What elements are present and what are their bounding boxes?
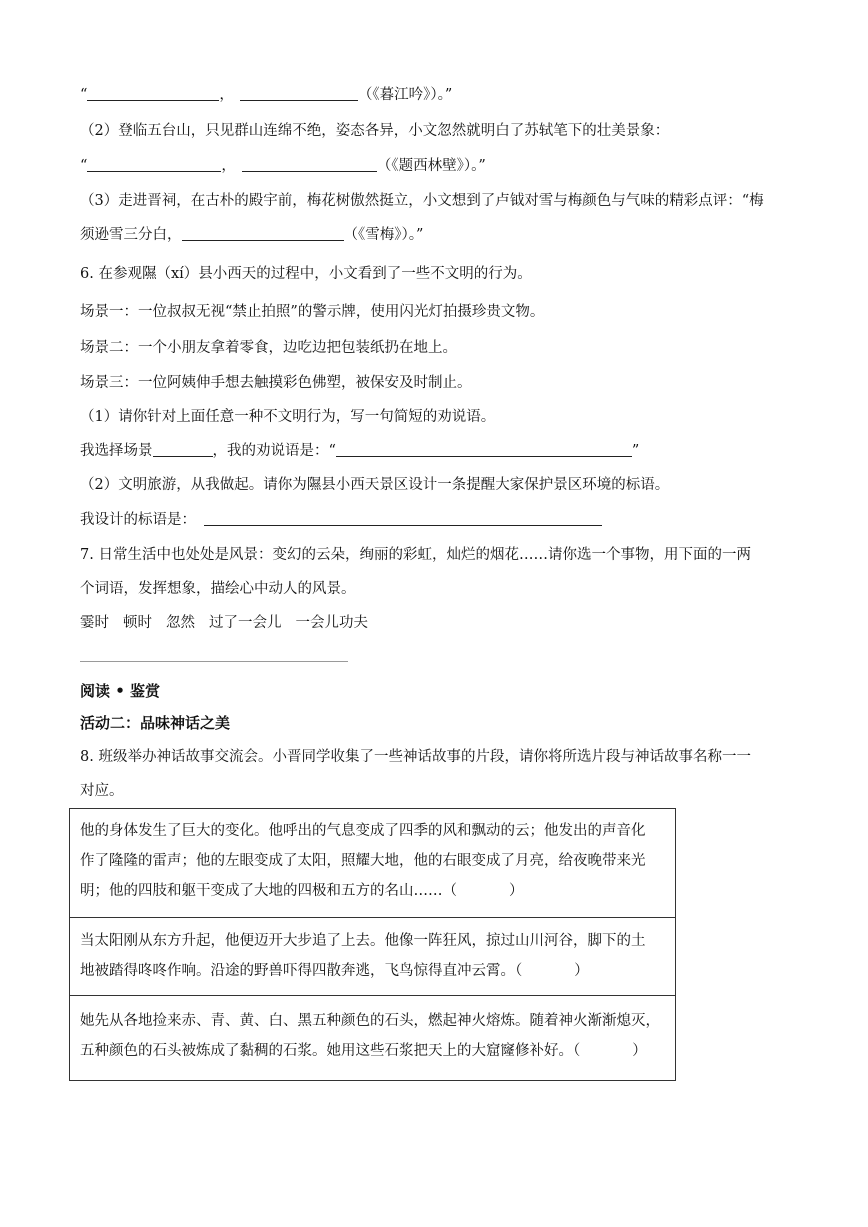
scene-choice-blank[interactable] xyxy=(153,441,213,457)
passage-2: 当太阳刚从东方升起，他便迈开大步追了上去。他像一阵狂风，掠过山川河谷，脚下的土 地被踏得咚咚作响。沿途的野兽吓得四散奔逃，飞鸟惊得直冲云霄。（ ） xyxy=(70,918,675,996)
q7-words xyxy=(80,612,798,634)
q5-item2: （2）登临五台山，只见群山连绵不绝，姿态各异，小文忽然就明白了苏轼笔下的壮美景象： xyxy=(80,123,670,139)
q6-sub1: （1）请你针对上面任意一种不文明行为，写一句简短的劝说语。 xyxy=(80,409,496,425)
word-option: 忽然 xyxy=(166,615,195,631)
q5-line2: “ ， （《题西林壁》）。” xyxy=(80,158,486,174)
answer-blank[interactable] xyxy=(182,225,344,241)
q5-item3-cont: 须逊雪三分白， （《雪梅》）。” xyxy=(80,227,424,243)
q7-line2: 个词语，发挥想象，描绘心中动人的风景。 xyxy=(80,581,356,597)
q6-scene1: 场景一：一位叔叔无视“禁止拍照”的警示牌，使用闪光灯拍摄珍贵文物。 xyxy=(80,304,545,320)
answer-blank[interactable] xyxy=(240,85,358,101)
section-heading: 阅读 • 鉴赏 xyxy=(80,682,161,700)
q6-scene3: 场景三：一位阿姨伸手想去触摸彩色佛塑，被保安及时制止。 xyxy=(80,375,472,391)
q6-answer1: 我选择场景 ，我的劝说语是：“ ” xyxy=(80,443,640,459)
q6-sub2: （2）文明旅游，从我做起。请你为隰县小西天景区设计一条提醒大家保护景区环境的标语。 xyxy=(80,477,670,493)
word-option: 一会儿功夫 xyxy=(295,615,368,631)
passage-1: 他的身体发生了巨大的变化。他呼出的气息变成了四季的风和飘动的云；他发出的声音化 作了隆隆的雷声；他的左眼变成了太阳，照耀大地，他的右眼变成了月亮，给夜晚带来光 明；他的四肢和躯干变成了大地的四极和五方的名山……（ ） xyxy=(70,809,675,918)
persuasion-blank[interactable] xyxy=(336,441,632,457)
answer-blank[interactable] xyxy=(242,156,377,172)
q5-item3: （3）走进晋祠，在古朴的殿宇前，梅花树傲然挺立，小文想到了卢钺对雪与梅颜色与气味的精彩点评：“梅 xyxy=(80,193,764,209)
activity-heading: 活动二：品味神话之美 xyxy=(80,714,231,732)
q6-answer2: 我设计的标语是： xyxy=(80,509,798,531)
answer-line[interactable] xyxy=(80,661,348,662)
q5-line1: “ ， （《暮江吟》）。” xyxy=(80,87,453,103)
q6-title: 6. 在参观隰（xí）县小西天的过程中，小文看到了一些不文明的行为。 xyxy=(80,266,532,282)
word-option: 过了一会儿 xyxy=(209,615,282,631)
passage-table xyxy=(69,808,676,1081)
q8-line2: 对应。 xyxy=(80,783,124,799)
passage-3: 她先从各地捡来赤、青、黄、白、黑五种颜色的石头，燃起神火熔炼。随着神火渐渐熄灭， 五种颜色的石头被炼成了黏稠的石浆。她用这些石浆把天上的大窟窿修补好。（ ） xyxy=(80,1013,660,1059)
q6-scene2: 场景二：一个小朋友拿着零食，边吃边把包装纸扔在地上。 xyxy=(80,340,457,356)
word-option: 霎时 xyxy=(80,615,109,631)
slogan-blank[interactable] xyxy=(204,510,602,526)
answer-blank[interactable] xyxy=(87,156,221,172)
q7-line1: 7. 日常生活中也处处是风景：变幻的云朵，绚丽的彩虹，灿烂的烟花……请你选一个事物，用下面的一两 xyxy=(80,547,751,563)
answer-blank[interactable] xyxy=(87,85,219,101)
q8-line1: 8. 班级举办神话故事交流会。小晋同学收集了一些神话故事的片段，请你将所选片段与神话故事名称一一 xyxy=(80,749,751,765)
word-option: 顿时 xyxy=(123,615,152,631)
